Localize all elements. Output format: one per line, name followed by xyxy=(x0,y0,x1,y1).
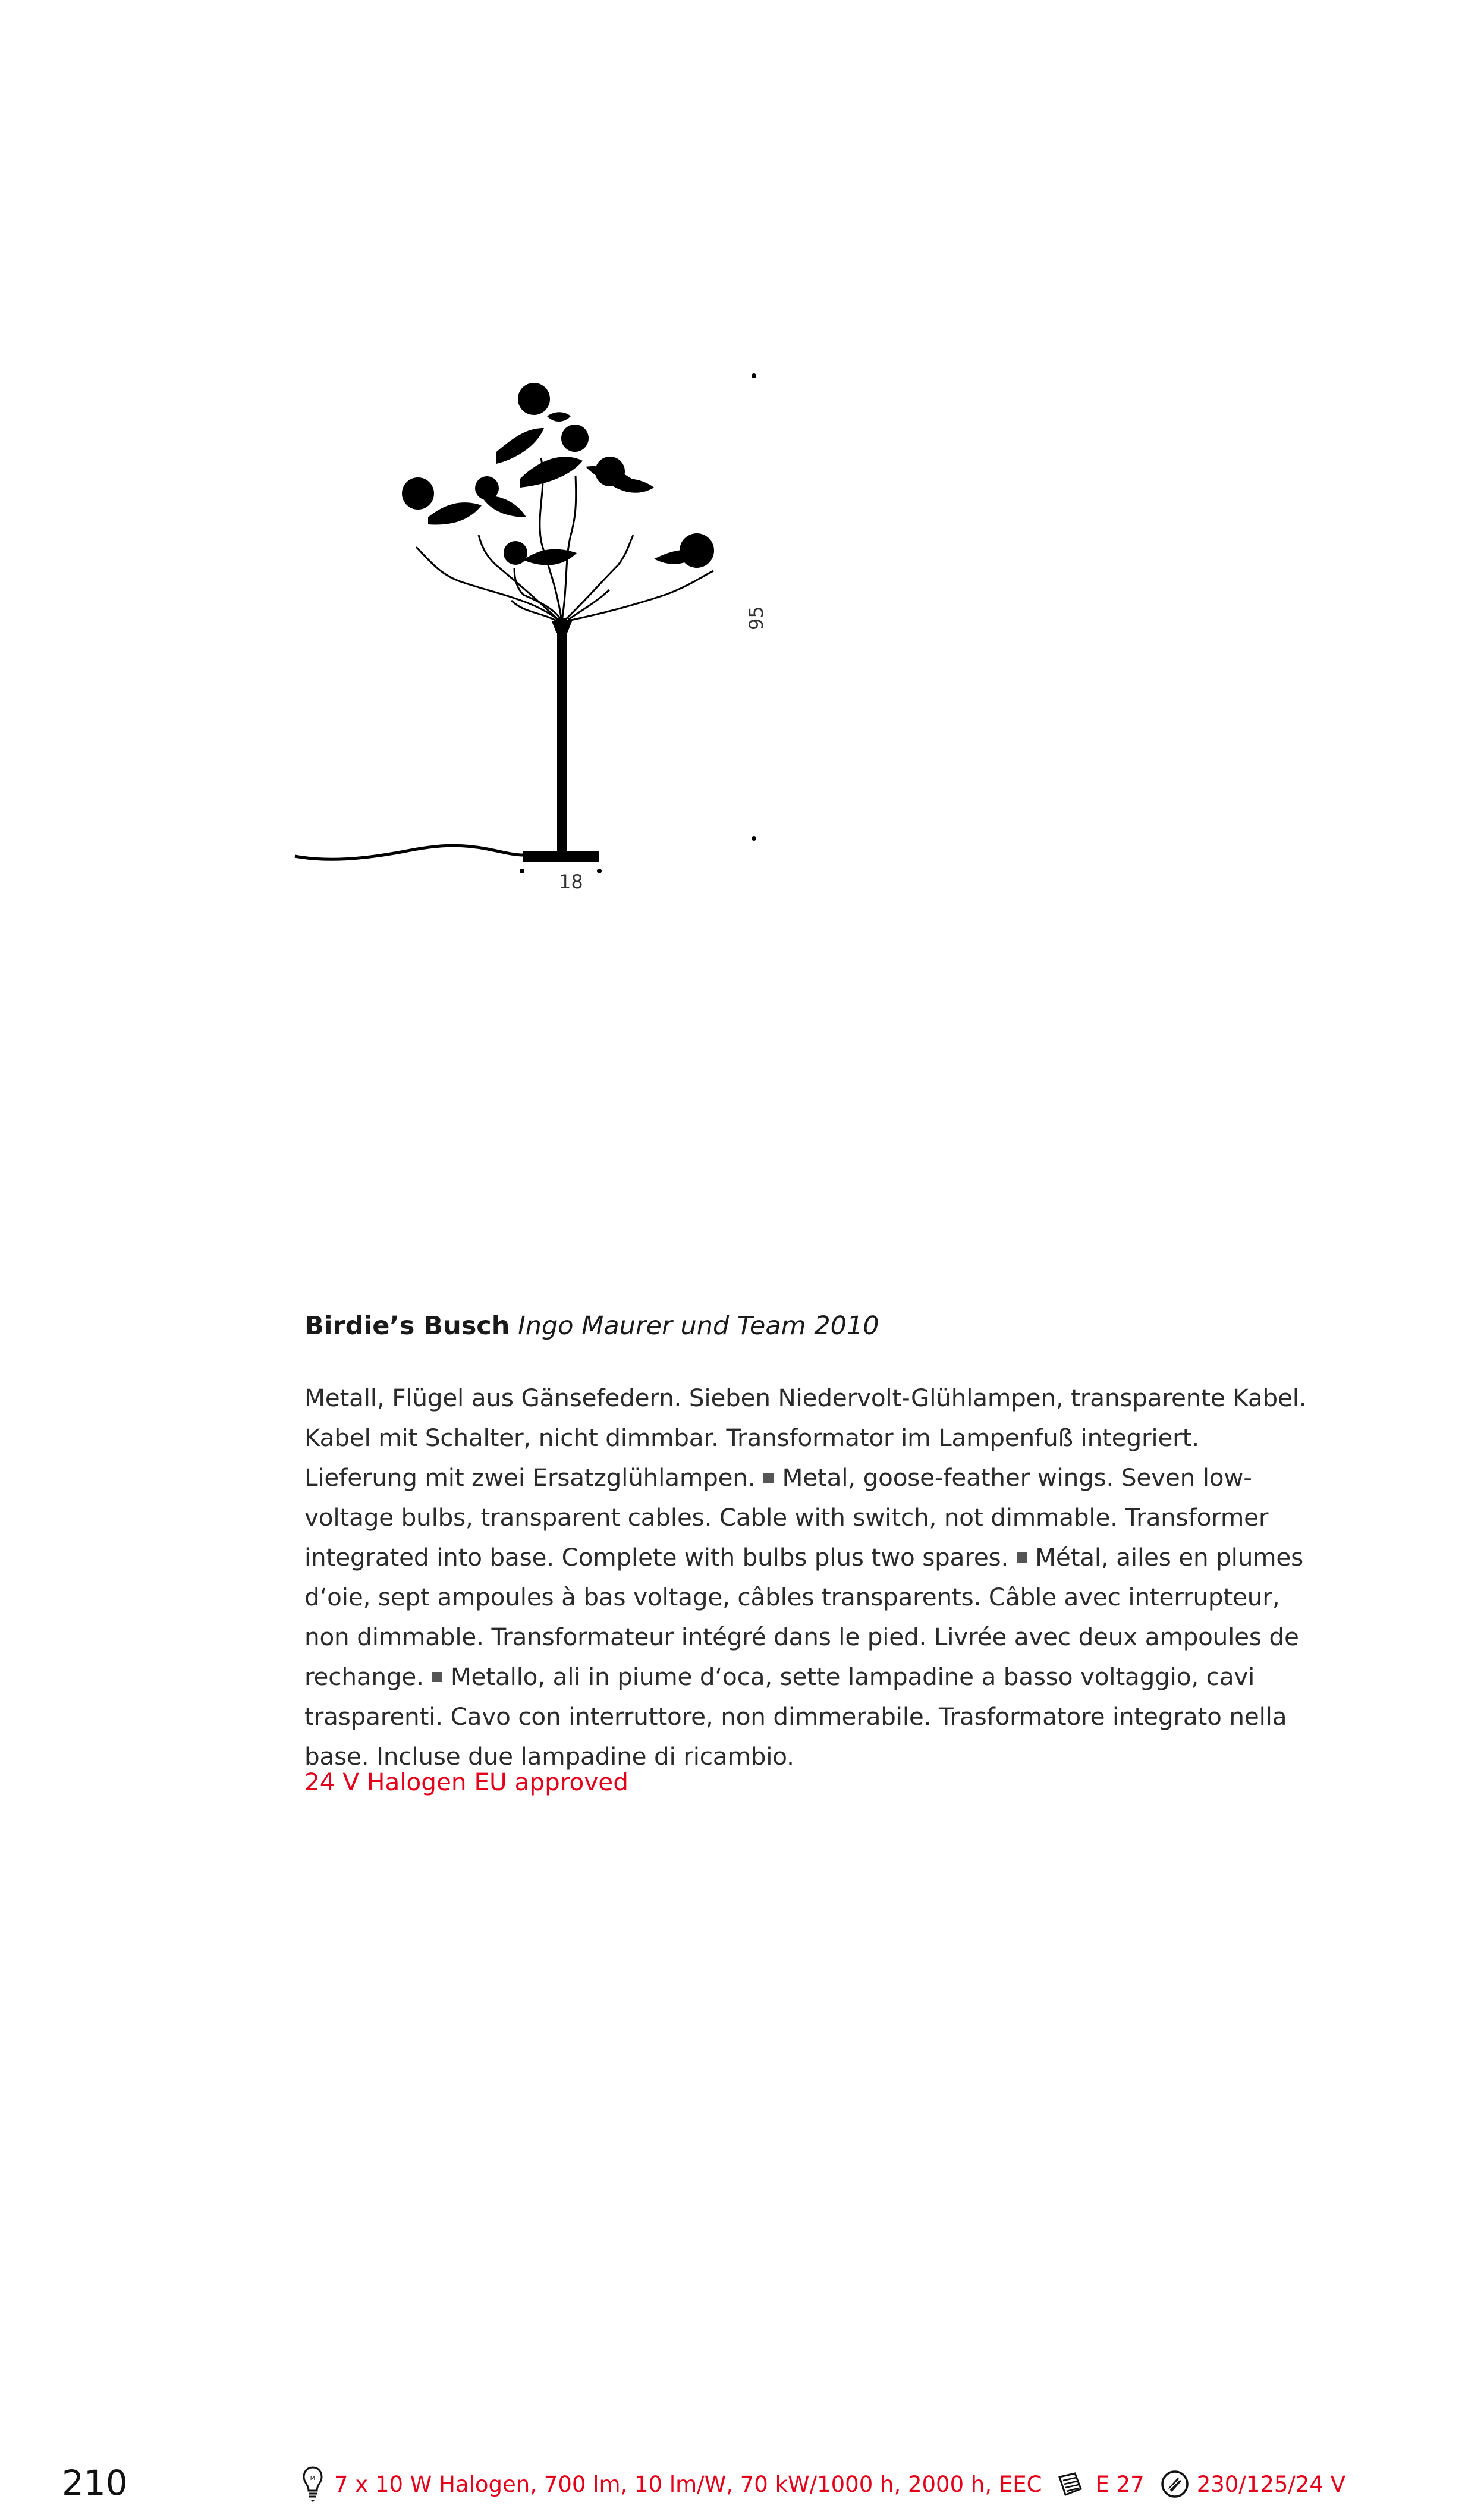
description-en: Metal, goose-feather wings. Seven low-voltage bulbs, transparent cables. Cable with switch, not dimmable. Transformer integrated into base. Complete with bulbs plus two spares. xyxy=(304,1463,1269,1571)
description-fr: Métal, ailes en plumes d‘oie, sept ampoules à bas voltage, câbles transparents. Câble avec interrupteur, non dimmable. Transformateur intégré dans le pied. Livrée avec deux ampoules de rechange. xyxy=(304,1543,1304,1691)
separator-square-icon xyxy=(1017,1552,1027,1563)
product-designer: Ingo Maurer und Team 2010 xyxy=(518,1311,879,1341)
spec-line xyxy=(302,2464,1345,2504)
spec-voltage: 230/125/24 V xyxy=(1196,2471,1346,2497)
voltage-icon xyxy=(1160,2469,1190,2499)
description-de: Metall, Flügel aus Gänsefedern. Sieben Niedervolt-Glühlampen, transparente Kabel. Kabel mit Schalter, nicht dimmbar. Transformator im Lampenfuß integriert. Lieferung mit zwei Ersatzglühlampen. xyxy=(304,1384,1307,1492)
product-drawing xyxy=(285,369,791,904)
separator-square-icon xyxy=(432,1672,442,1682)
spec-lamp: 7 x 10 W Halogen, 700 lm, 10 lm/W, 70 kW/1000 h, 2000 h, EEC xyxy=(334,2471,1042,2497)
lamp-bulb-icon xyxy=(302,2466,323,2503)
separator-square-icon xyxy=(763,1473,774,1483)
height-dimension: 95 xyxy=(745,606,768,630)
description-it: Metallo, ali in piume d‘oca, sette lampadine a basso voltaggio, cavi trasparenti. Cavo con interruttore, non dimmerabile. Trasformatore integrato nella base. Incluse due lampadine di ricambio. xyxy=(304,1662,1287,1771)
product-description xyxy=(304,1378,1309,1777)
approval-note: 24 V Halogen EU approved xyxy=(304,1768,628,1796)
svg-text:M: M xyxy=(310,2475,316,2482)
width-dimension: 18 xyxy=(559,870,583,893)
spec-socket: E 27 xyxy=(1095,2471,1145,2497)
eec-label-icon xyxy=(1057,2471,1083,2497)
product-name: Birdie’s Busch xyxy=(304,1311,510,1341)
page-number: 210 xyxy=(62,2463,128,2503)
product-title xyxy=(304,1311,879,1341)
